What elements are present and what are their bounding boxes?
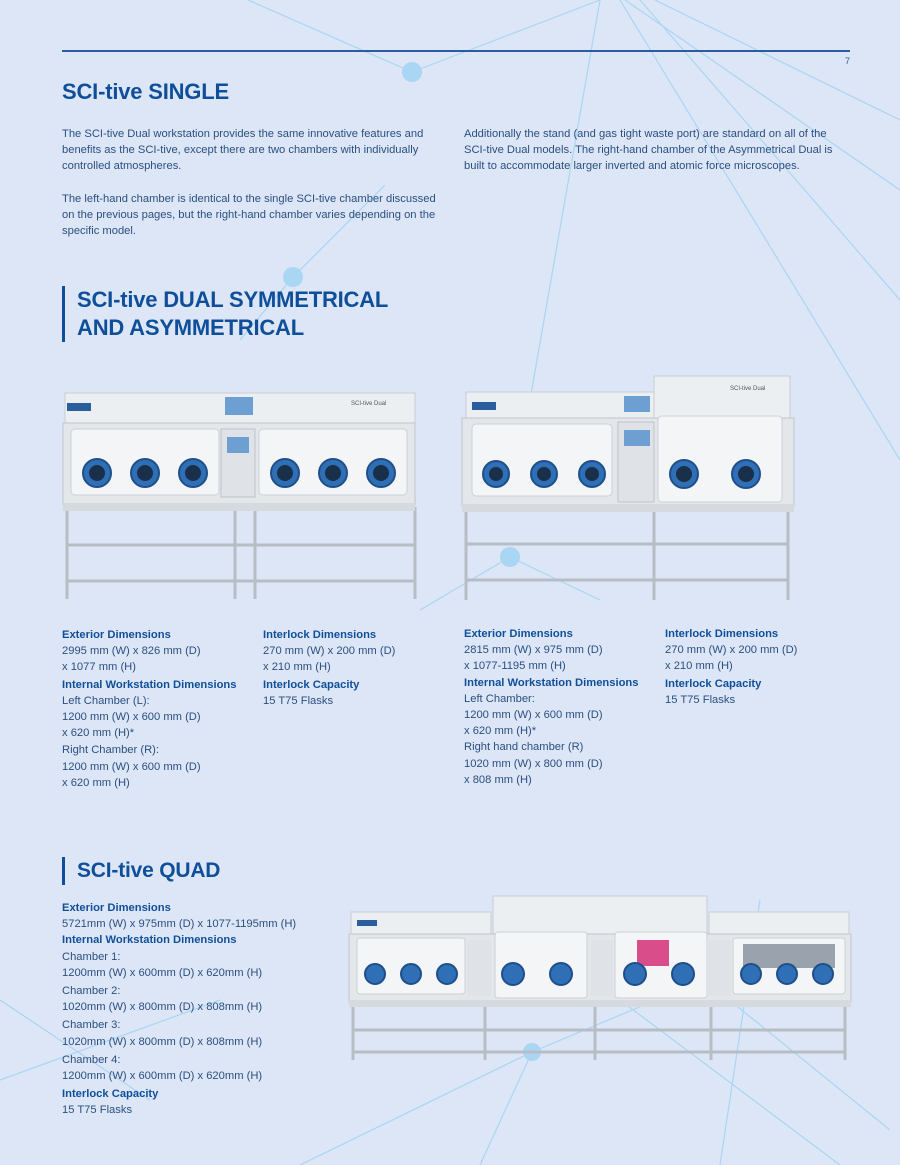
device-label: SCI-tive Dual	[351, 401, 387, 407]
spec-value: 15 T75 Flasks	[263, 694, 334, 707]
spec-value: 15 T75 Flasks	[62, 1104, 133, 1117]
title-line: AND ASYMMETRICAL	[77, 315, 304, 340]
spec-label: Interlock Capacity	[62, 1088, 159, 1101]
spec-value: 1020 mm (W) x 800 mm (D)	[464, 757, 603, 770]
spec-value: Left Chamber:	[464, 692, 535, 705]
top-rule	[62, 50, 850, 52]
spec-value: x 210 mm (H)	[665, 660, 733, 673]
quad-specs	[62, 900, 352, 1119]
spec-label: Interlock Dimensions	[263, 629, 377, 641]
chamber-value: 1020mm (W) x 800mm (D) x 808mm (H)	[62, 1035, 263, 1048]
glovebox-image-dual-symmetrical	[55, 385, 423, 603]
device-label: SCI-tive Dual	[730, 386, 766, 392]
dual-sym-specs-right	[263, 627, 453, 709]
spec-label: Exterior Dimensions	[62, 902, 171, 914]
spec-label: Internal Workstation Dimensions	[464, 676, 639, 689]
paragraph: Additionally the stand (and gas tight waste port) are standard on all of the SCI-tive Dual models. The right-hand chamber of the Asymmetrical Dual is built to accommodate larger inverted and atomic force microscopes.	[464, 128, 833, 173]
spec-value: 1200 mm (W) x 600 mm (D)	[464, 709, 603, 722]
paragraph: The left-hand chamber is identical to the single SCI-tive chamber discussed on the previous pages, but the right-hand chamber varies depending on the specific model.	[62, 192, 436, 238]
single-column-1	[62, 126, 440, 255]
chamber-value: 1200mm (W) x 600mm (D) x 620mm (H)	[62, 1070, 263, 1083]
spec-label: Interlock Capacity	[665, 677, 762, 690]
spec-value: 15 T75 Flasks	[665, 693, 736, 706]
chamber-value: 1200mm (W) x 600mm (D) x 620mm (H)	[62, 966, 263, 979]
title-line: SCI-tive DUAL SYMMETRICAL	[77, 287, 389, 312]
spec-label: Interlock Capacity	[263, 678, 360, 691]
spec-value: 270 mm (W) x 200 mm (D)	[665, 644, 798, 657]
spec-value: 2995 mm (W) x 826 mm (D)	[62, 645, 201, 658]
section-title-quad: SCI-tive QUAD	[62, 857, 220, 885]
spec-label: Internal Workstation Dimensions	[62, 678, 237, 691]
spec-value: x 1077 mm (H)	[62, 661, 136, 674]
spec-value: x 1077-1195 mm (H)	[464, 660, 566, 673]
page-number: 7	[844, 56, 850, 66]
chamber-label: Chamber 2:	[62, 985, 121, 998]
spec-value: 2815 mm (W) x 975 mm (D)	[464, 644, 603, 657]
glovebox-image-quad	[345, 892, 855, 1064]
spec-value: 1200 mm (W) x 600 mm (D)	[62, 760, 201, 773]
dual-sym-specs-left	[62, 627, 262, 791]
spec-value: Right hand chamber (R)	[464, 741, 584, 754]
spec-label: Internal Workstation Dimensions	[62, 934, 237, 947]
section-title-dual	[62, 286, 388, 342]
paragraph: The SCI-tive Dual workstation provides the same innovative features and benefits as the SCI-tive, except there are two chambers with individually controlled atmospheres.	[62, 128, 424, 173]
spec-value: Right Chamber (R):	[62, 744, 159, 757]
dual-asym-specs-right	[665, 626, 855, 708]
chamber-label: Chamber 1:	[62, 950, 121, 963]
spec-value: 5721mm (W) x 975mm (D) x 1077-1195mm (H)	[62, 918, 297, 931]
dual-asym-specs-left	[464, 626, 664, 788]
chamber-value: 1020mm (W) x 800mm (D) x 808mm (H)	[62, 1001, 263, 1014]
chamber-label: Chamber 3:	[62, 1019, 121, 1032]
section-title-single: SCI-tive SINGLE	[62, 79, 229, 104]
spec-label: Exterior Dimensions	[464, 628, 573, 640]
glovebox-image-dual-asymmetrical	[458, 372, 798, 604]
spec-value: Left Chamber (L):	[62, 694, 150, 707]
single-column-2	[464, 126, 834, 191]
spec-value: x 210 mm (H)	[263, 661, 331, 674]
spec-label: Exterior Dimensions	[62, 629, 171, 641]
spec-value: x 620 mm (H)*	[464, 725, 537, 738]
spec-value: x 620 mm (H)*	[62, 727, 135, 740]
spec-value: x 620 mm (H)	[62, 776, 130, 789]
spec-value: 1200 mm (W) x 600 mm (D)	[62, 711, 201, 724]
chamber-label: Chamber 4:	[62, 1053, 121, 1066]
spec-value: 270 mm (W) x 200 mm (D)	[263, 645, 396, 658]
spec-value: x 808 mm (H)	[464, 773, 532, 786]
spec-label: Interlock Dimensions	[665, 628, 779, 640]
